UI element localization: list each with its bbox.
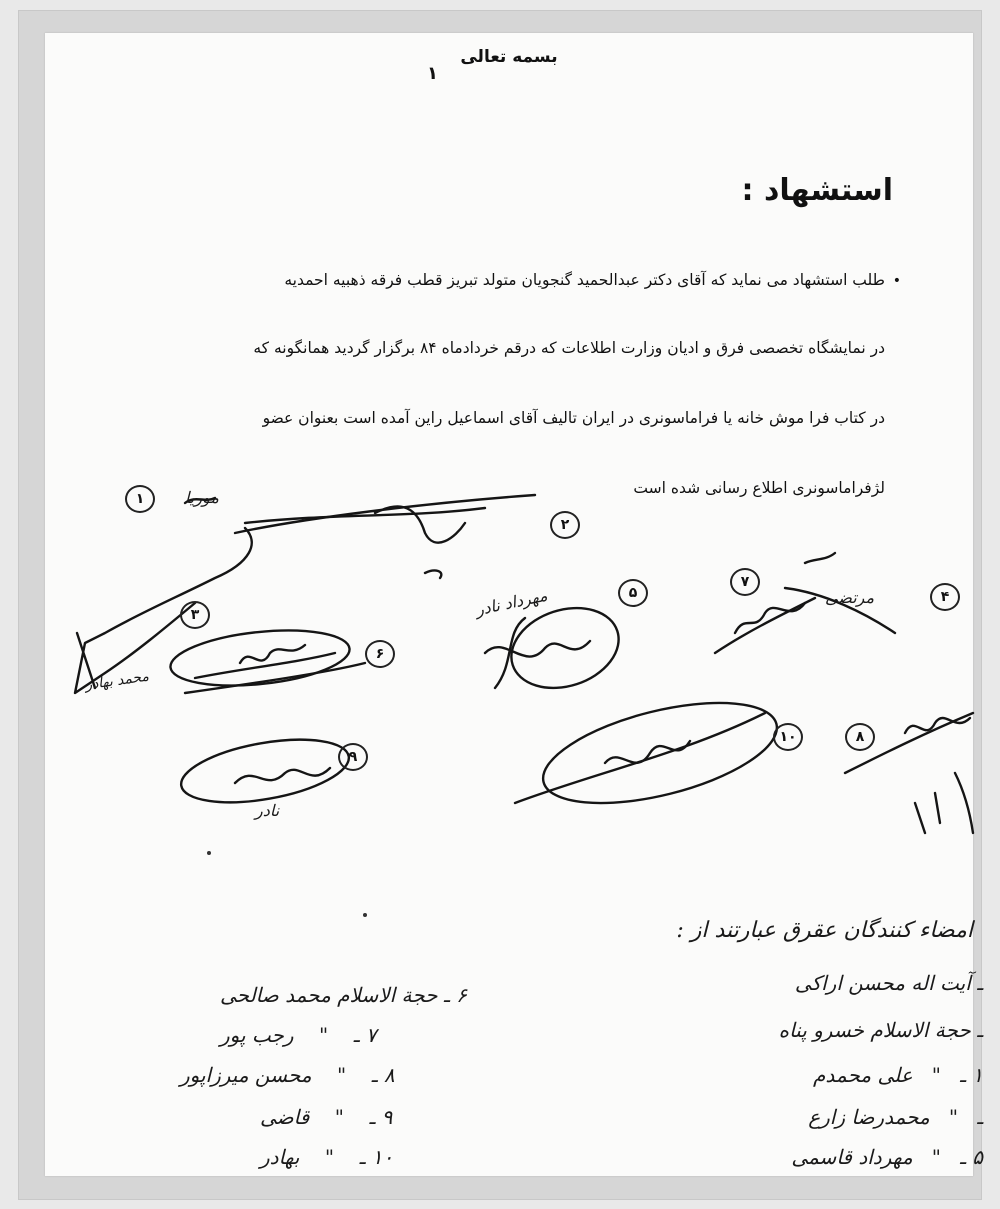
signatory-name: بهادر — [260, 1145, 300, 1169]
bullet-mark: • — [892, 273, 901, 289]
signature-number-2: ۲ — [550, 511, 580, 539]
paragraph-line-1: طلب استشهاد می نماید که آقای دکتر عبدالحمید گنجویان متولد تبریز قطب فرقه ذهبیه احمدیه — [284, 271, 885, 289]
signatory-name: علی محمدم — [813, 1063, 913, 1087]
signatory-rank: " — [931, 1145, 941, 1169]
paragraph-line-3: در کتاب فرا موش خانه یا فراماسونری در ایران تالیف آقای اسماعیل راین آمده است بعنوان عضو — [262, 409, 885, 427]
signatory-number: ۶ — [456, 983, 467, 1007]
signatory-number: ۸ — [383, 1063, 395, 1087]
document-heading: استشهاد : — [741, 173, 893, 208]
signatory-name: محمدرضا زارع — [808, 1105, 930, 1129]
scan-speck — [363, 913, 367, 917]
signatory-name: خسرو پناه — [778, 1018, 865, 1042]
signatory-number: ۹ — [381, 1105, 393, 1129]
signatory-left-2: ۷ ـ " رجب پور — [220, 1023, 377, 1047]
signatory-rank: " — [324, 1145, 335, 1169]
signature-number-6: ۶ — [365, 640, 395, 668]
signatory-right-5: ۵ ـ " مهرداد قاسمی — [791, 1145, 983, 1169]
signatory-number: ۷ — [365, 1023, 377, 1047]
signatory-rank: " — [319, 1023, 329, 1047]
signature-name-1: موریا — [185, 488, 219, 507]
signature-number-5: ۵ — [618, 579, 648, 607]
signature-number-8: ۸ — [845, 723, 875, 751]
signatory-name: محمد صالحی — [220, 983, 331, 1007]
signature-name-8: مرتضی — [825, 588, 875, 607]
signature-number-10: ۱۰ — [773, 723, 803, 751]
signature-number-7: ۷ — [730, 568, 760, 596]
scan-speck — [207, 851, 211, 855]
signature-number-4: ۴ — [930, 583, 960, 611]
signatory-right-1: ـ آیت اله محسن اراکی — [794, 971, 983, 995]
signatory-left-5: ۱۰ ـ " بهادر — [260, 1145, 394, 1169]
signatory-left-4: ۹ ـ " قاضی — [260, 1105, 393, 1129]
paragraph-line-4: لژفراماسونری اطلاع رسانی شده است — [633, 479, 885, 497]
signatory-name: قاضی — [260, 1105, 310, 1129]
signatory-name: رجب پور — [220, 1023, 294, 1047]
header-mark: ۱ — [427, 63, 438, 84]
signatory-rank: حجة الاسلام — [337, 983, 438, 1007]
signatory-number: ۵ — [972, 1145, 983, 1169]
signatory-rank: حجة الاسلام — [870, 1018, 971, 1042]
paragraph-line-2: در نمایشگاه تخصصی فرق و ادیان وزارت اطلاعات که درقم خردادماه ۸۴ برگزار گردید همانگونه که — [253, 339, 885, 357]
signatory-name: مهرداد قاسمی — [791, 1145, 913, 1169]
signature-number-3: ۳ — [180, 601, 210, 629]
signature-name-9: نادر — [255, 801, 280, 820]
signatory-right-4: ـ " محمدرضا زارع — [808, 1105, 983, 1129]
signatory-rank: " — [948, 1105, 959, 1129]
signatory-rank: " — [337, 1063, 347, 1087]
signatory-number: ۱۰ — [371, 1145, 394, 1169]
signature-number-9: ۹ — [338, 743, 368, 771]
scanned-document — [45, 33, 983, 1176]
signatory-name: محسن اراکی — [794, 971, 905, 995]
signatory-rank: آیت اله — [911, 971, 971, 995]
signatory-right-2: ـ حجة الاسلام خسرو پناه — [778, 1018, 983, 1042]
signatory-rank: " — [334, 1105, 344, 1129]
header-title: بسمه تعالی — [460, 47, 558, 67]
signature-name-5: مهرداد نادر — [473, 585, 549, 620]
signatory-right-3: ۱ ـ " علی محمدم — [813, 1063, 983, 1087]
signature-name-3: محمد بهادر — [84, 668, 150, 694]
signatory-left-3: ۸ ـ " محسن میرزاپور — [180, 1063, 395, 1087]
signatory-name: محسن میرزاپور — [180, 1063, 312, 1087]
signatory-rank: " — [931, 1063, 941, 1087]
signatories-intro: امضاء کنندگان عقرق عبارتند از : — [676, 918, 973, 943]
signatory-number: ۱ — [972, 1063, 983, 1087]
signature-number-1: ۱ — [125, 485, 155, 513]
signatory-left-1: ۶ ـ حجة الاسلام محمد صالحی — [220, 983, 467, 1007]
